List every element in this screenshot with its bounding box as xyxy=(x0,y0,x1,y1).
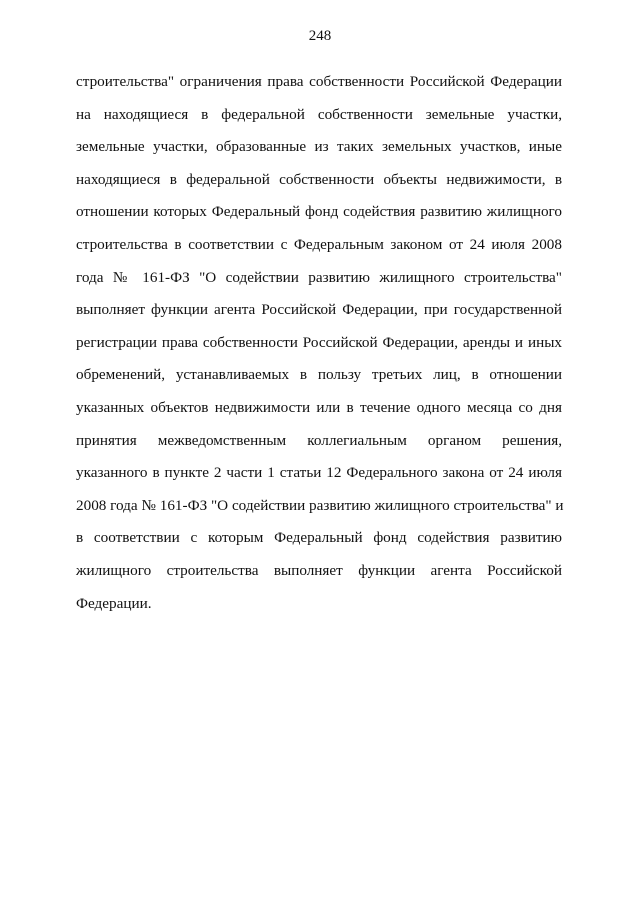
text-line-8: выполняет функции агента Российской Федерации, при государственной xyxy=(76,301,562,319)
text-line-2: на находящиеся в федеральной собственности земельные участки, xyxy=(76,105,562,123)
text-line-4: находящиеся в федеральной собственности объекты недвижимости, в xyxy=(76,170,562,188)
body-paragraph xyxy=(76,72,562,626)
text-line-17: Федерации. xyxy=(76,594,152,612)
text-line-1: строительства" ограничения права собственности Российской Федерации xyxy=(76,73,562,90)
text-line-9: регистрации права собственности Российской Федерации, аренды и иных xyxy=(76,333,562,351)
text-line-5: отношении которых Федеральный фонд содействия развитию жилищного xyxy=(76,203,562,221)
text-line-11: указанных объектов недвижимости или в течение одного месяца со дня xyxy=(76,398,562,416)
text-line-7: года № 161-ФЗ "О содействии развитию жилищного строительства" xyxy=(76,268,562,286)
text-line-16: жилищного строительства выполняет функции агента Российской xyxy=(76,561,562,579)
page-number: 248 xyxy=(308,28,332,44)
text-line-15: в соответствии с которым Федеральный фонд содействия развитию xyxy=(76,529,562,547)
text-line-10: обременений, устанавливаемых в пользу третьих лиц, в отношении xyxy=(76,366,562,384)
text-line-6: строительства в соответствии с Федеральным законом от 24 июля 2008 xyxy=(76,235,562,253)
text-line-12: принятия межведомственным коллегиальным органом решения, xyxy=(76,431,562,449)
text-line-14: 2008 года № 161-ФЗ "О содействии развитию жилищного строительства" и xyxy=(76,496,564,514)
text-line-3: земельные участки, образованные из таких земельных участков, иные xyxy=(76,138,562,156)
text-line-13: указанного в пункте 2 части 1 статьи 12 Федерального закона от 24 июля xyxy=(76,464,562,482)
